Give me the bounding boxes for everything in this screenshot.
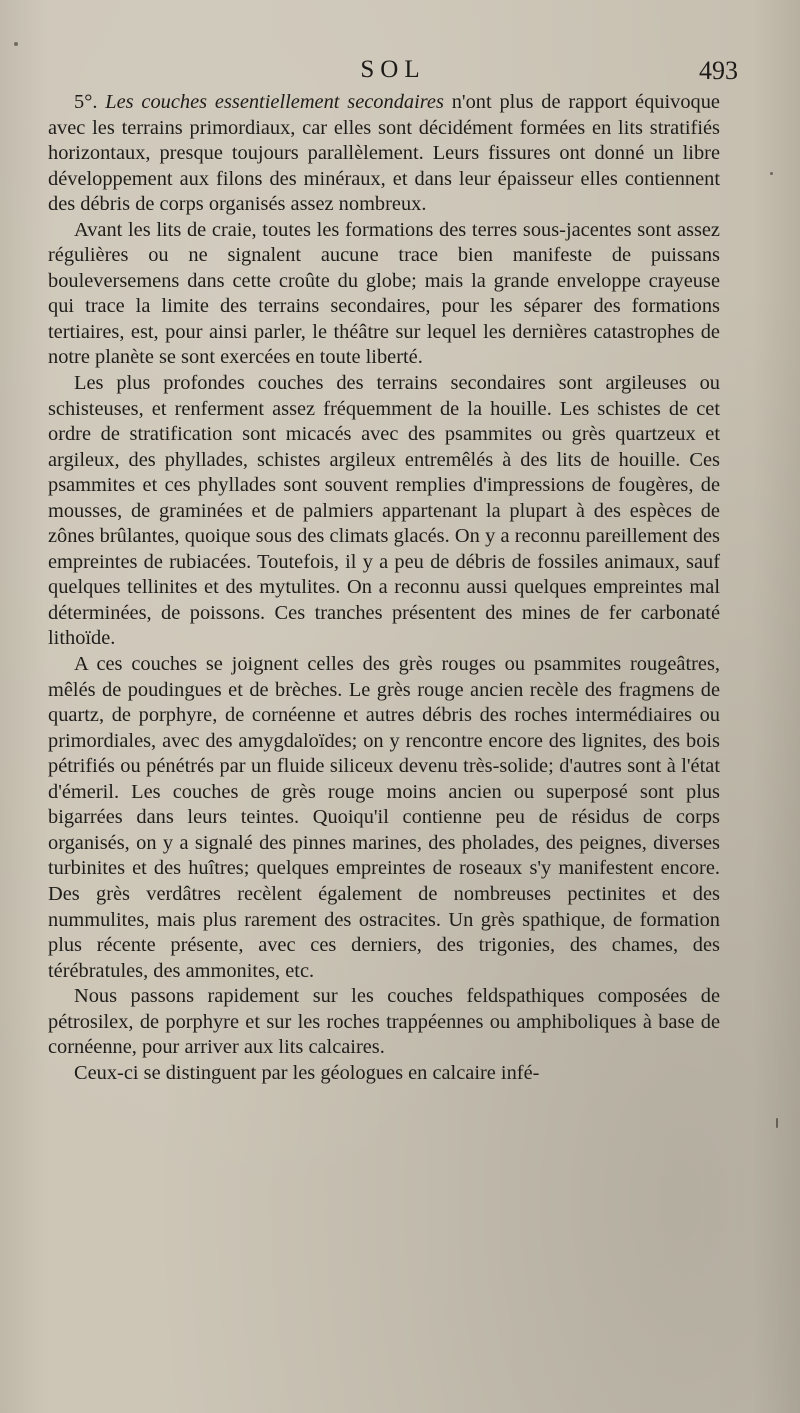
paragraph	[48, 90, 720, 218]
ink-speck	[776, 1118, 778, 1128]
paragraph: Les plus profondes couches des terrains secondaires sont argileuses ou schisteuses, et renferment assez fréquemment de la houille. Les schistes de cet ordre de stratification sont micacés avec des psammites ou grès quartzeux et argileux, des phyllades, schistes argileux entremêlés à des lits de houille. Ces psammites et ces phyllades sont souvent remplies d'impressions de fougères, de mousses, de graminées et de palmiers appartenant la plupart à des espèces de zônes brûlantes, quoique sous des climats glacés. On y a reconnu pareillement des empreintes de rubiacées. Toutefois, il y a peu de débris de fossiles animaux, sauf quelques tellinites et des mytulites. On a reconnu aussi quelques empreintes mal déterminées, de poissons. Ces tranches présentent des mines de fer carbonaté lithoïde.	[48, 372, 720, 650]
paragraph: A ces couches se joignent celles des grès rouges ou psammites rougeâtres, mêlés de poudingues et de brèches. Le grès rouge ancien recèle des fragmens de quartz, de porphyre, de cornéenne et autres débris des roches intermédiaires ou primordiales, avec des amygdaloïdes; on y rencontre encore des lignites, des bois pétrifiés ou pénétrés par un fluide siliceux devenu très-solide; d'autres sont à l'état d'émeril. Les couches de grès rouge moins ancien ou superposé sont plus bigarrées dans leurs teintes. Quoiqu'il contienne peu de résidus de corps organisés, on y a signalé des pinnes marines, des pholades, des peignes, diverses turbinites et des huîtres; quelques empreintes de roseaux s'y manifestent encore. Des grès verdâtres recèlent également de nombreuses pectinites et des nummulites, mais plus rarement des ostracites. Un grès spathique, de formation plus récente présente, avec ces derniers, des trigonies, des chames, des térébratules, des ammonites, etc.	[48, 653, 720, 982]
paragraph: Ceux-ci se distinguent par les géologues en calcaire infé-	[74, 1061, 540, 1084]
paragraph: Avant les lits de craie, toutes les formations des terres sous-jacentes sont assez régulières ou ne signalent aucune trace bien manifeste de puissans bouleversemens dans cette croûte du globe; mais la grande enveloppe crayeuse qui trace la limite des terrains secondaires, pour les séparer des formations tertiaires, est, pour ainsi parler, le théâtre sur lequel les dernières catastrophes de notre planète se sont exercées en toute liberté.	[48, 218, 720, 369]
italic-term: Les couches essentiellement secondaires	[105, 91, 444, 113]
body-text	[48, 90, 720, 1086]
running-head: SOL	[360, 56, 426, 83]
ink-speck	[14, 42, 18, 46]
page-number: 493	[699, 56, 738, 85]
paragraph-number: 5°.	[74, 91, 106, 113]
ink-speck	[770, 172, 773, 175]
page-header	[48, 54, 738, 90]
paragraph-text: n'ont plus de rapport équivoque avec les terrains primordiaux, car elles sont décidément formées en lits stratifiés horizontaux, presque toujours parallèlement. Leurs fissures ont donné un libre développement aux filons des minéraux, et dans leur épaisseur elles contiennent des débris de corps organisés assez nombreux.	[48, 91, 720, 216]
paragraph: Nous passons rapidement sur les couches feldspathiques composées de pétrosilex, de porphyre et sur les roches trappéennes ou amphiboliques à base de cornéenne, pour arriver aux lits calcaires.	[48, 985, 720, 1059]
